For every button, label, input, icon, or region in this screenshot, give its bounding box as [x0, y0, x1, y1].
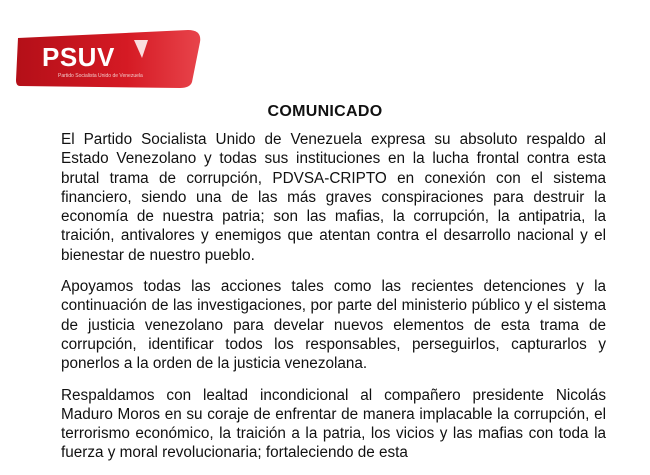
paragraph: Respaldamos con lealtad incondicional al compañero presidente Nicolás Maduro Moros en su coraje de enfrentar de manera implacable la corrupción, el terrorismo económico, la traición a la patria, los vicios y las mafias con toda la fuerza y moral revolucionaria; fortaleciendo de esta [61, 386, 606, 462]
paragraph: El Partido Socialista Unido de Venezuela expresa su absoluto respaldo al Estado Venezolano y todas sus instituciones en la lucha frontal contra esta brutal trama de corrupción, PDVSA-CRIPTO en conexión con el sistema financiero, siendo una de las más graves conspiraciones para destruir la economía de nuestra patria; son las mafias, la corrupción, la antipatria, la traición, antivalores y enemigos que atentan contra el desarrollo nacional y el bienestar de nuestro pueblo. [61, 131, 606, 264]
psuv-logo [16, 28, 206, 90]
logo-subtitle: Partido Socialista Unido de Venezuela [58, 73, 143, 79]
paragraph: Apoyamos todas las acciones tales como las recientes detenciones y la continuación de las investigaciones, por parte del ministerio público y el sistema de justicia venezolano para develar nuevos elementos de esta trama de corrupción, identificar todos los responsables, perseguirlos, capturarlos y ponerlos a la orden de la justicia venezolana. [61, 278, 606, 373]
document-body [61, 130, 606, 475]
logo-text: PSUV [42, 42, 115, 72]
document-title: COMUNICADO [267, 103, 383, 120]
